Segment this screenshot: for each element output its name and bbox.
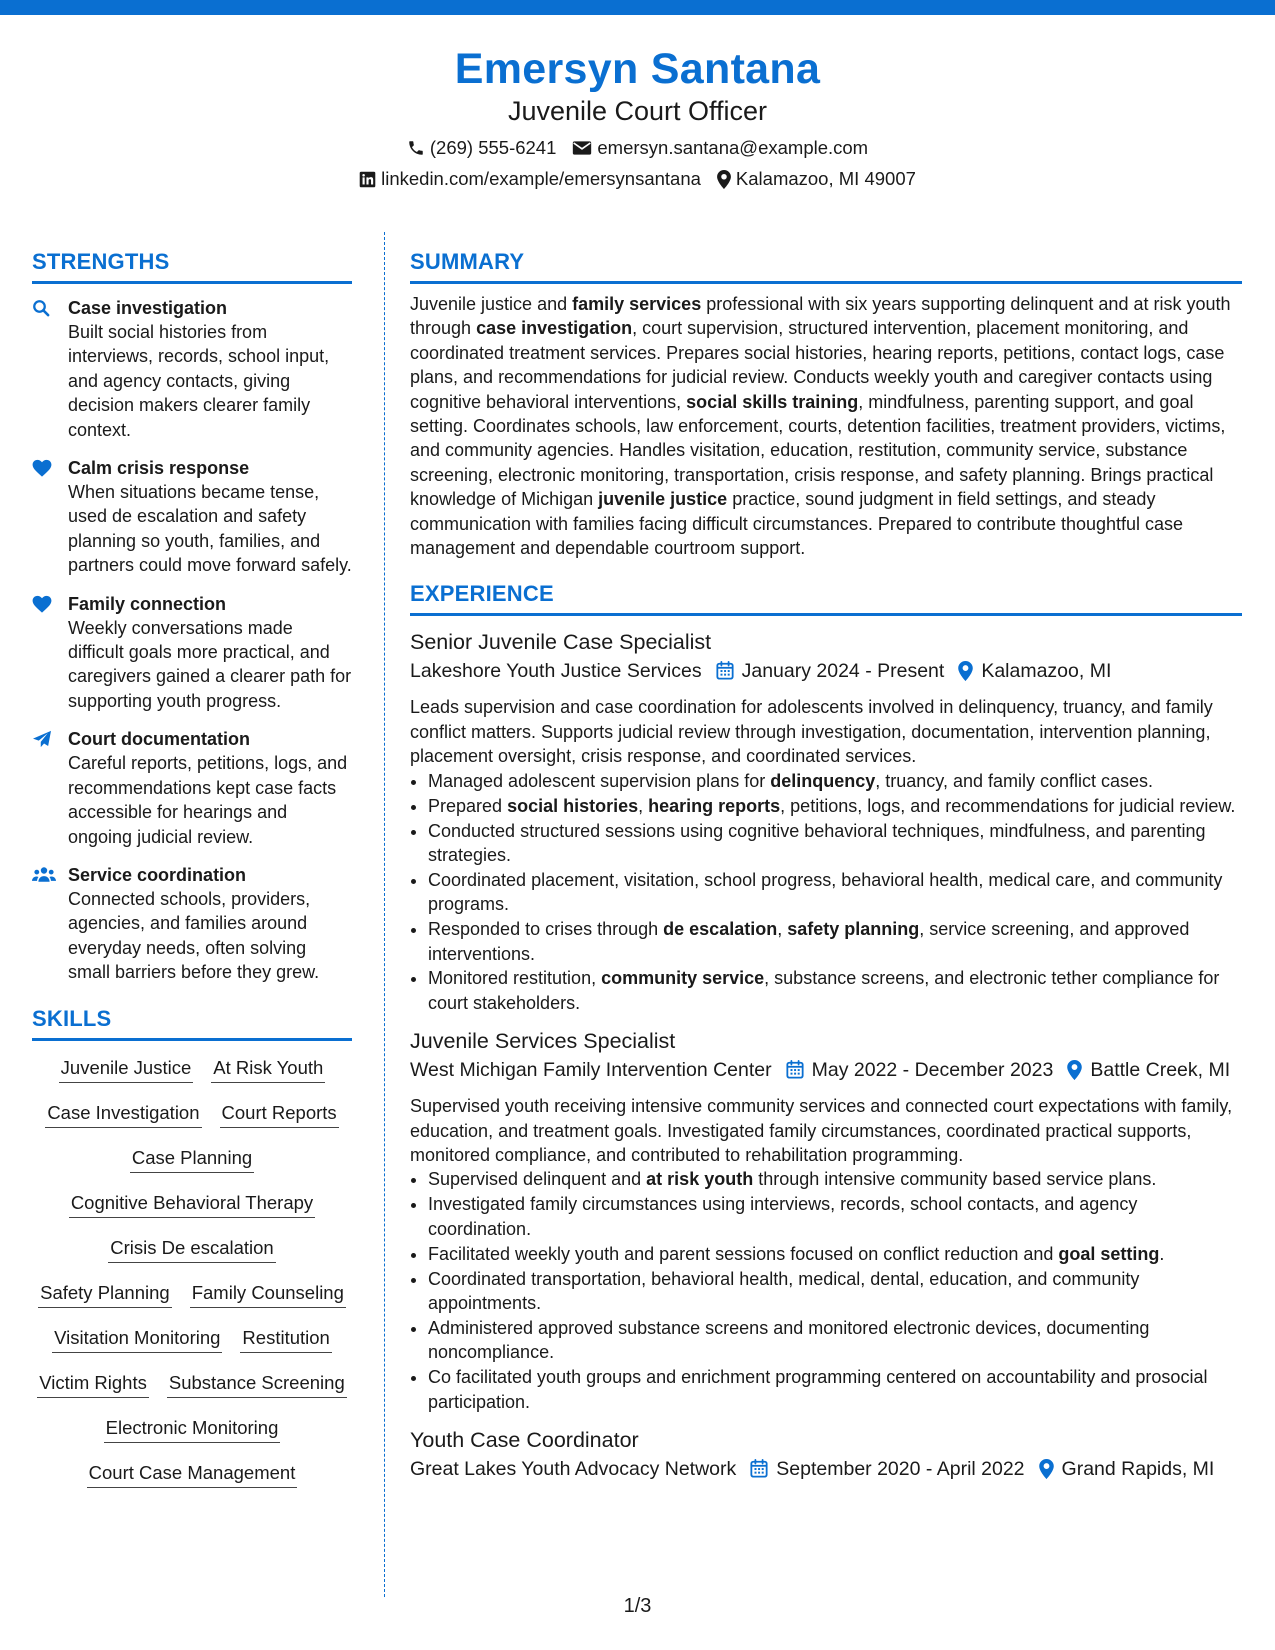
text-run: Administered approved substance screens and monitored electronic devices, documenting noncompliance. <box>428 1317 1150 1363</box>
location-text: Kalamazoo, MI 49007 <box>735 168 916 189</box>
strength-desc: Built social histories from interviews, records, school input, and agency contacts, giving decision makers clearer family context. <box>68 322 330 440</box>
strength-title: Calm crisis response <box>68 458 250 479</box>
job-meta <box>410 1058 1242 1086</box>
job-entry <box>410 1027 1242 1414</box>
strength-desc: Weekly conversations made difficult goals more practical, and caregivers gained a clearer path for supporting youth progress. <box>68 617 352 711</box>
skill-tag: Court Reports <box>220 1100 339 1128</box>
skill-tag: Case Planning <box>130 1145 254 1173</box>
job-description: Leads supervision and case coordination for adolescents involved in delinquency, truancy, and family conflict matters. Supports judicial review through investigation, documentation, intervention planning, placement oversight, crisis response, and coordinated services. <box>410 697 1213 767</box>
job-location-text: Battle Creek, MI <box>1090 1059 1231 1082</box>
text-run: through intensive community based service plans. <box>753 1169 1157 1190</box>
strength-title: Court documentation <box>68 729 250 750</box>
strength-desc: Careful reports, petitions, logs, and recommendations kept case facts accessible for hearings and ongoing judicial review. <box>68 753 348 847</box>
candidate-name: Emersyn Santana <box>454 45 821 93</box>
skill-row <box>32 1415 352 1460</box>
bullet-item <box>428 1267 1242 1316</box>
heart-icon <box>32 456 68 578</box>
job-meta <box>410 1457 1242 1485</box>
bullet-item <box>428 794 1242 818</box>
strength-title: Family connection <box>68 593 227 614</box>
skill-tag: Juvenile Justice <box>59 1055 194 1083</box>
text-run: , court supervision, structured intervention, placement monitoring, and coordinated treatment services. Prepares social histories, hearing reports, petitions, contact logs, case plans, and recommendations for judicial review. Conducts weekly youth and caregiver contacts using cognitive behavioral interventions, <box>410 318 1225 412</box>
job-company: Great Lakes Youth Advocacy Network <box>410 1458 737 1481</box>
job-meta <box>410 659 1242 687</box>
envelope-icon <box>572 140 592 156</box>
skill-tag: Safety Planning <box>38 1280 172 1308</box>
text-run: professional with six years supporting delinquent and at risk youth through <box>410 294 1231 339</box>
skill-row <box>32 1235 352 1280</box>
text-run: , truancy, and family conflict cases. <box>875 770 1154 791</box>
strength-title: Service coordination <box>68 864 247 885</box>
job-dates <box>716 659 945 686</box>
text-run: Managed adolescent supervision plans for <box>428 770 771 791</box>
skill-row <box>32 1190 352 1235</box>
strengths-heading: STRENGTHS <box>32 249 170 274</box>
map-pin-icon <box>1039 1457 1054 1485</box>
job-entry <box>410 1426 1242 1485</box>
strength-desc: When situations became tense, used de escalation and safety planning so youth, families, and partners could move forward safely. <box>68 482 352 576</box>
text-run: practice, sound judgment in field settings, and steady communication with families facing difficult circumstances. Prepared to contribute thoughtful case management and dependable courtroom support. <box>410 489 1184 559</box>
calendar-icon <box>786 1058 804 1085</box>
skill-tag: Cognitive Behavioral Therapy <box>69 1190 315 1218</box>
text-run: Responded to crises through <box>428 919 664 940</box>
job-location <box>1067 1058 1230 1086</box>
bold-keyword: goal setting <box>1058 1243 1160 1264</box>
job-bullets <box>410 1167 1242 1414</box>
bullet-item <box>428 769 1242 793</box>
job-date-range: September 2020 - April 2022 <box>776 1458 1025 1481</box>
bold-keyword: case investigation <box>476 318 633 339</box>
job-date-range: May 2022 - December 2023 <box>811 1059 1054 1082</box>
bold-keyword: social skills training <box>686 391 859 412</box>
strengths-rule <box>32 281 352 284</box>
skills-heading: SKILLS <box>32 1005 112 1031</box>
text-run: , <box>638 795 649 816</box>
job-location <box>958 659 1111 687</box>
bullet-item <box>428 917 1242 966</box>
skill-row <box>32 1145 352 1190</box>
calendar-icon <box>716 659 734 686</box>
text-run: , petitions, logs, and recommendations for judicial review. <box>780 795 1236 816</box>
text-run: , mindfulness, parenting support, and goal setting. Coordinates schools, law enforcement, courts, detention facilities, treatment providers, victims, and community agencies. Handles visitation, education, restitution, community service, substance screening, electronic monitoring, transportation, crisis response, and safety planning. Brings practical knowledge of Michigan <box>410 391 1226 510</box>
strength-item <box>32 863 352 985</box>
bold-keyword: de escalation <box>663 919 778 940</box>
text-run: , service screening, and approved interventions. <box>428 919 1190 964</box>
job-dates <box>786 1058 1054 1085</box>
job-location-text: Kalamazoo, MI <box>981 660 1112 683</box>
bold-keyword: juvenile justice <box>598 489 728 510</box>
contact-linkedin[interactable] <box>359 167 701 191</box>
column-divider <box>384 232 385 1597</box>
bullet-item <box>428 966 1242 1015</box>
job-title: Juvenile Services Specialist <box>410 1029 676 1054</box>
phone-icon <box>407 139 425 157</box>
paper-plane-icon <box>32 727 68 849</box>
skill-row <box>32 1100 352 1145</box>
strength-item <box>32 592 352 714</box>
bold-keyword: social histories <box>507 795 639 816</box>
skills-list <box>32 1055 352 1505</box>
strength-item <box>32 296 352 442</box>
text-run: Juvenile justice and <box>410 294 573 314</box>
experience-list <box>410 628 1242 1485</box>
job-bullets <box>410 769 1242 1016</box>
bullet-item <box>428 1192 1242 1241</box>
job-location-text: Grand Rapids, MI <box>1061 1458 1215 1481</box>
calendar-icon <box>750 1457 768 1484</box>
text-run: Supervised delinquent and <box>428 1169 647 1190</box>
strength-desc: Connected schools, providers, agencies, and families around everyday needs, often solving small barriers before they grew. <box>68 888 320 983</box>
contact-location <box>717 167 916 191</box>
job-entry <box>410 628 1242 1015</box>
bullet-item <box>428 868 1242 917</box>
skill-row <box>32 1280 352 1325</box>
skill-row <box>32 1460 352 1505</box>
users-icon <box>32 863 68 985</box>
resume-header <box>0 42 1275 191</box>
map-pin-icon <box>958 659 973 687</box>
email-address: emersyn.santana@example.com <box>597 137 869 158</box>
bold-keyword: family services <box>572 294 702 314</box>
map-pin-icon <box>717 170 731 189</box>
skill-row <box>32 1325 352 1370</box>
skill-tag: At Risk Youth <box>211 1055 325 1083</box>
contact-email[interactable] <box>572 136 868 160</box>
skill-tag: Crisis De escalation <box>108 1235 275 1263</box>
job-title: Senior Juvenile Case Specialist <box>410 630 712 655</box>
heart-icon <box>32 592 68 714</box>
skill-row <box>32 1055 352 1100</box>
skill-tag: Visitation Monitoring <box>52 1325 222 1353</box>
skill-tag: Case Investigation <box>45 1100 201 1128</box>
strength-title: Case investigation <box>68 298 228 318</box>
text-run: . <box>1159 1243 1165 1264</box>
bullet-item <box>428 1316 1242 1365</box>
skill-tag: Electronic Monitoring <box>104 1415 281 1443</box>
text-run: Facilitated weekly youth and parent sessions focused on conflict reduction and <box>428 1243 1059 1264</box>
job-location <box>1039 1457 1215 1485</box>
bullet-item <box>428 1167 1242 1191</box>
bold-keyword: hearing reports <box>648 795 781 816</box>
bullet-item <box>428 1242 1242 1266</box>
strengths-list <box>32 296 352 985</box>
text-run: Investigated family circumstances using interviews, records, school contacts, and agency coordination. <box>428 1194 1138 1239</box>
text-run: Coordinated transportation, behavioral health, medical, dental, education, and community appointments. <box>428 1268 1140 1313</box>
experience-rule <box>410 613 1242 616</box>
skill-tag: Court Case Management <box>87 1460 298 1488</box>
text-run: Monitored restitution, <box>428 968 602 989</box>
experience-heading: EXPERIENCE <box>410 581 554 607</box>
text-run: Conducted structured sessions using cognitive behavioral techniques, mindfulness, and parenting strategies. <box>428 820 1206 865</box>
skill-tag: Victim Rights <box>37 1370 149 1398</box>
skills-rule <box>32 1038 352 1041</box>
skill-tag: Family Counseling <box>190 1280 346 1308</box>
bold-keyword: safety planning <box>787 919 920 940</box>
contact-row-2 <box>0 167 1275 191</box>
contact-phone <box>407 136 557 160</box>
strength-item <box>32 727 352 849</box>
job-company: Lakeshore Youth Justice Services <box>410 660 702 683</box>
candidate-title: Juvenile Court Officer <box>507 96 768 126</box>
bullet-item <box>428 1365 1242 1414</box>
top-accent-bar <box>0 0 1275 15</box>
contact-row-1 <box>0 136 1275 160</box>
bold-keyword: at risk youth <box>646 1169 754 1190</box>
summary-rule <box>410 281 1242 284</box>
linkedin-url: linkedin.com/example/emersynsantana <box>381 168 701 189</box>
right-column <box>410 248 1242 1485</box>
job-description: Supervised youth receiving intensive community services and connected court expectations with family, education, and treatment goals. Investigated family circumstances, coordinated practical supports, monitored compliance, and contributed to rehabilitation programming. <box>410 1096 1233 1166</box>
page-number: 1/3 <box>623 1595 652 1617</box>
text-run: Prepared <box>428 795 508 816</box>
summary-heading: SUMMARY <box>410 249 525 274</box>
text-run: Co facilitated youth groups and enrichment programming centered on accountability and prosocial participation. <box>428 1367 1208 1412</box>
left-column <box>32 248 352 1505</box>
map-pin-icon <box>1067 1058 1082 1086</box>
bold-keyword: delinquency <box>770 770 876 791</box>
text-run: , substance screens, and electronic tether compliance for court stakeholders. <box>428 968 1220 1013</box>
job-date-range: January 2024 - Present <box>741 660 945 683</box>
text-run: Coordinated placement, visitation, school progress, behavioral health, medical care, and community programs. <box>428 869 1223 915</box>
job-title: Youth Case Coordinator <box>410 1428 639 1453</box>
strength-item <box>32 456 352 578</box>
job-dates <box>750 1457 1024 1484</box>
summary-text <box>410 292 1242 560</box>
linkedin-icon <box>359 171 376 188</box>
skill-tag: Restitution <box>240 1325 331 1353</box>
phone-number: (269) 555-6241 <box>429 137 557 158</box>
text-run: , <box>777 919 788 940</box>
skill-row <box>32 1370 352 1415</box>
magnifier-icon <box>32 296 68 442</box>
job-company: West Michigan Family Intervention Center <box>410 1059 772 1082</box>
bold-keyword: community service <box>601 968 765 989</box>
bullet-item <box>428 819 1242 868</box>
skill-tag: Substance Screening <box>167 1370 347 1398</box>
